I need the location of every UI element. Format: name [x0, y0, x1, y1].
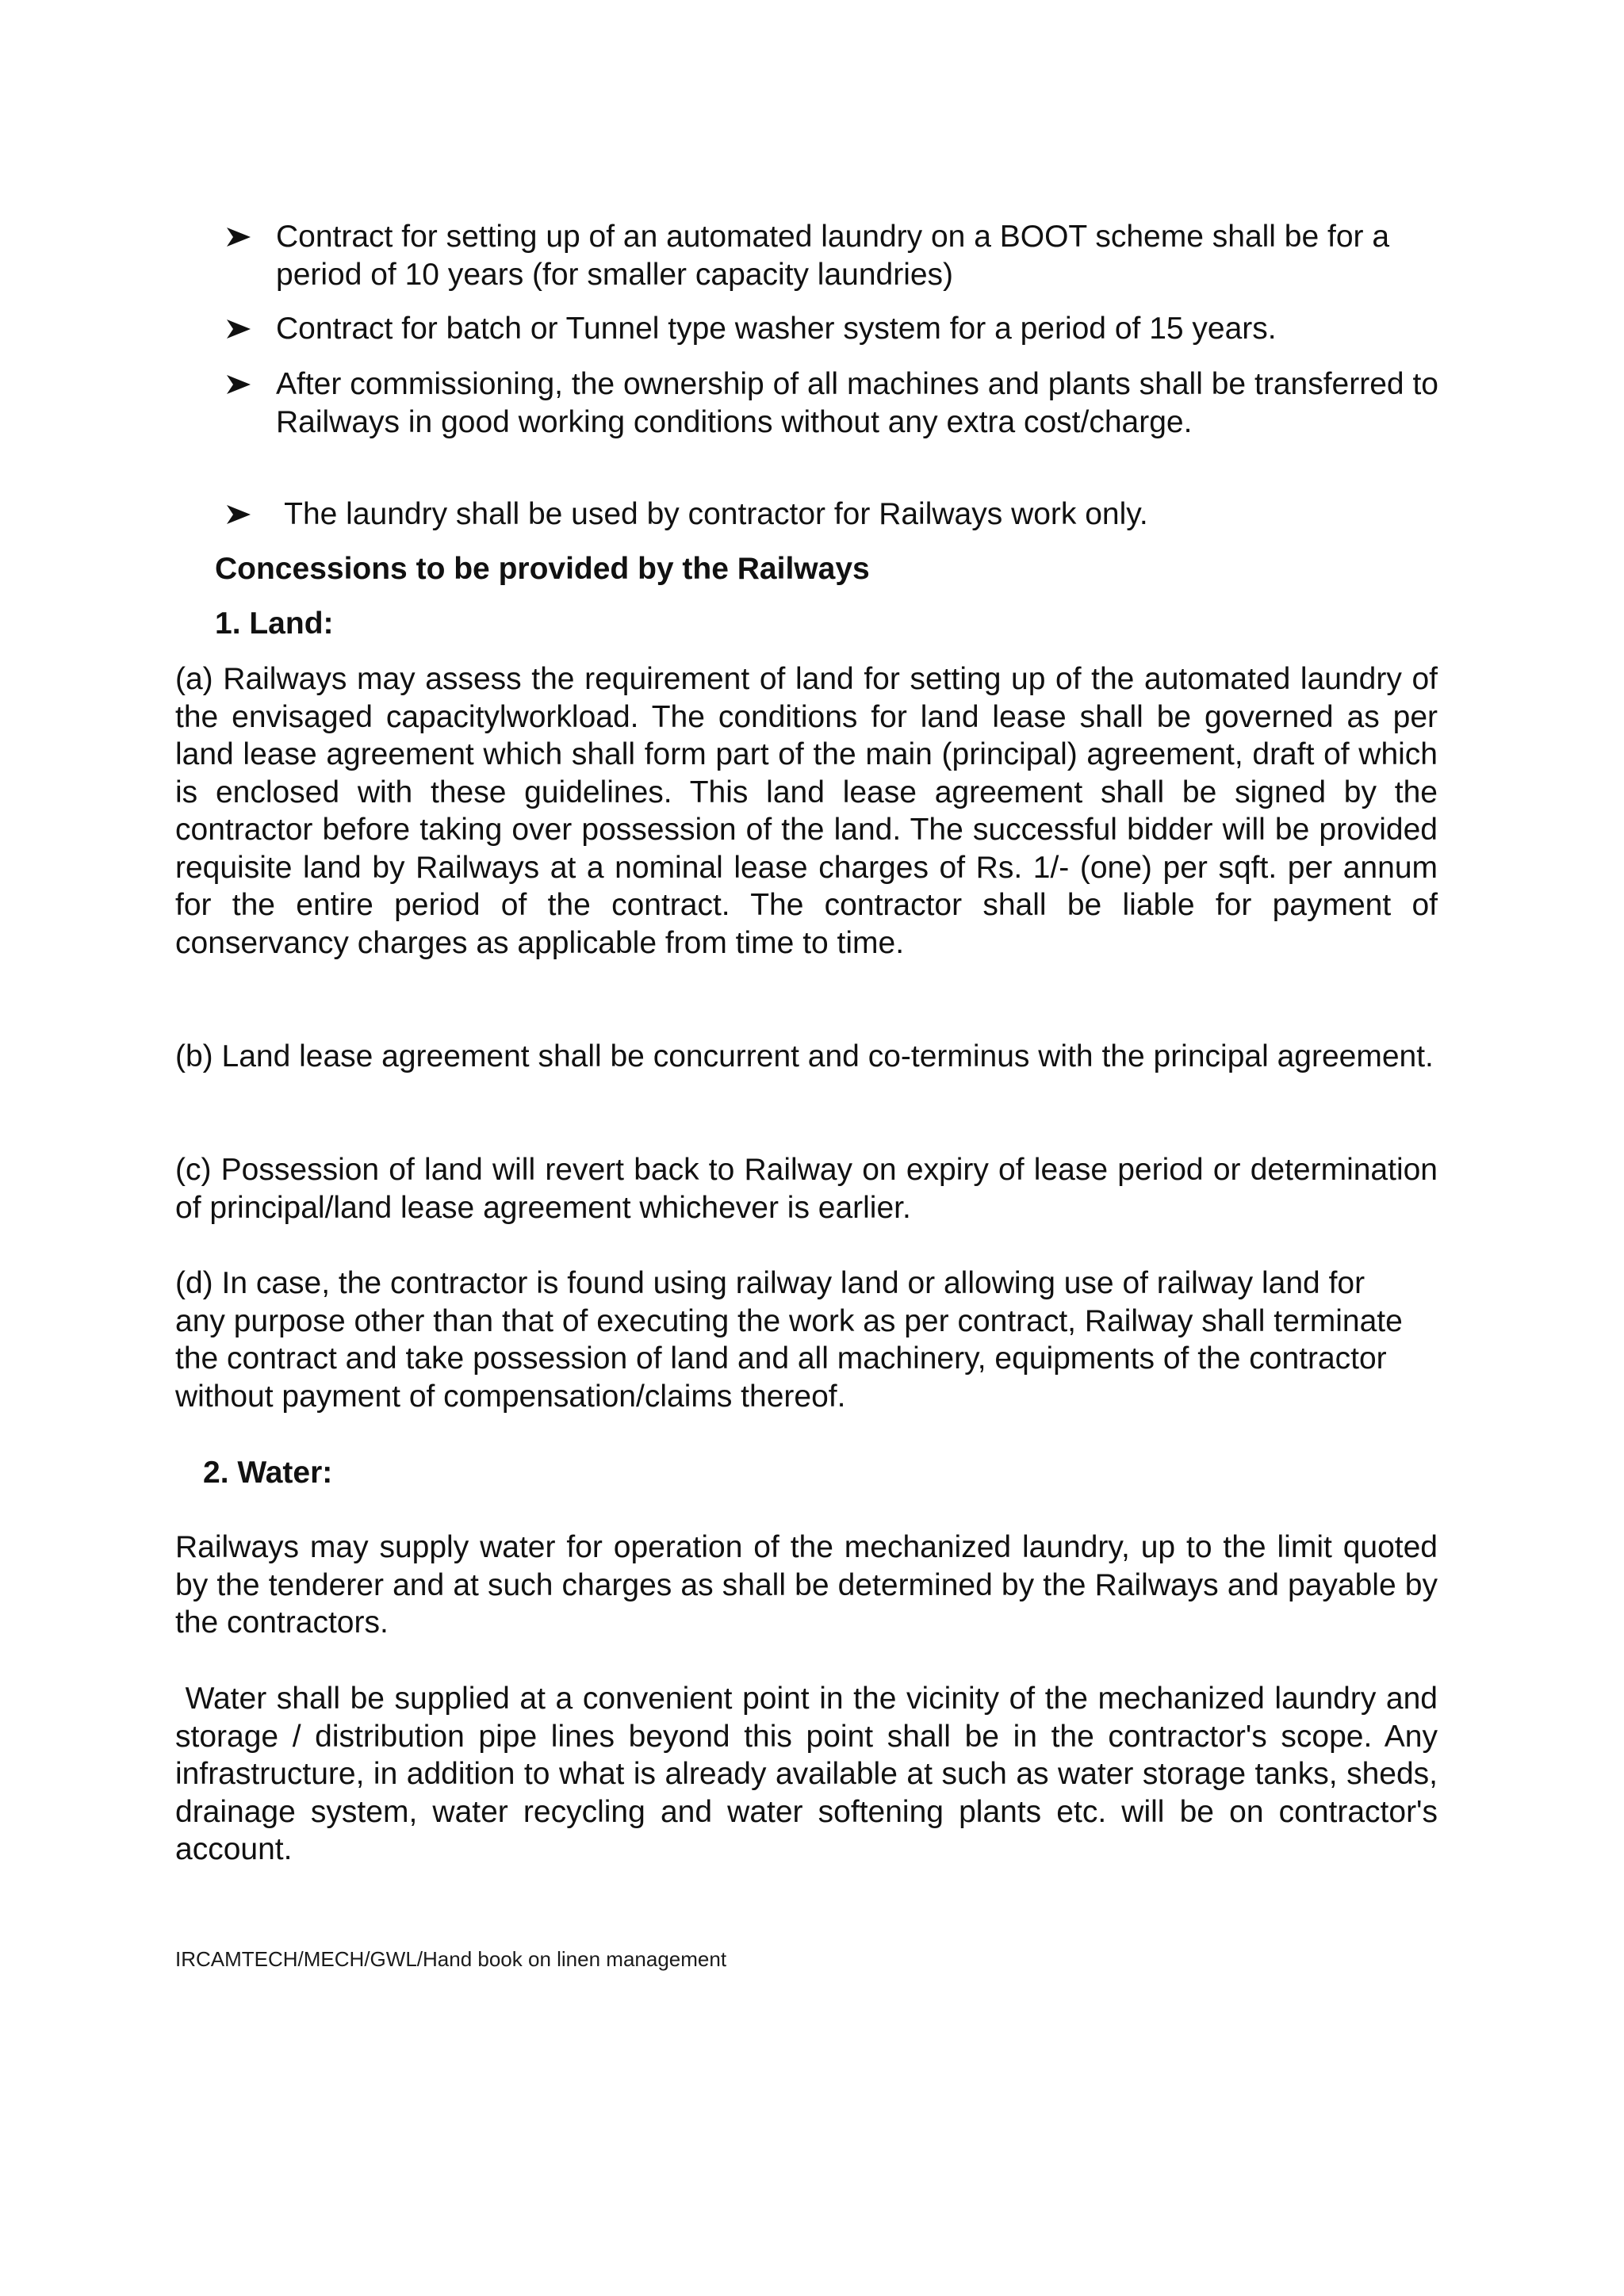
page-footer: IRCAMTECH/MECH/GWL/Hand book on linen management [175, 1947, 727, 1971]
concessions-heading: Concessions to be provided by the Railways [215, 552, 870, 586]
land-paragraph-c: (c) Possession of land will revert back to Railway on expiry of lease period or determination of principal/land lease agreement whichever is earlier. [175, 1153, 1438, 1225]
arrow-bullet-icon [225, 503, 252, 526]
arrow-bullet-icon [225, 318, 252, 340]
water-paragraph-2: Water shall be supplied at a convenient point in the vicinity of the mechanized laundry and storage / distribution pipe lines beyond this point shall be in the contractor's scope. Any infrastructure, in addition to what is already available at such as water storage tanks, sheds, drainage system, water recycling and water softening plants etc. will be on contractor's account. [175, 1682, 1446, 1866]
bullet-text: After commissioning, the ownership of all machines and plants shall be transferred to Railways in good working conditions without any extra cost/charge. [276, 367, 1438, 439]
bullet-text: Contract for setting up of an automated laundry on a BOOT scheme shall be for a period of 10 years (for smaller capacity laundries) [276, 220, 1390, 292]
land-heading: 1. Land: [215, 607, 334, 641]
water-paragraph-1: Railways may supply water for operation of the mechanized laundry, up to the limit quoted by the tenderer and at such charges as shall be determined by the Railways and payable by the contractors. [175, 1530, 1438, 1640]
land-paragraph-d: (d) In case, the contractor is found using railway land or allowing use of railway land for any purpose other than that of executing the work as per contract, Railway shall terminate the contract and take possession of land and all machinery, equipments of the contractor without payment of compensation/claims thereof. [175, 1266, 1403, 1414]
arrow-bullet-icon [225, 373, 252, 396]
land-paragraph-b: (b) Land lease agreement shall be concurrent and co-terminus with the principal agreement. [175, 1039, 1434, 1073]
land-paragraph-a: (a) Railways may assess the requirement of land for setting up of the automated laundry of the envisaged capacitylworkload. The conditions for land lease shall be governed as per land lease agreement which shall form part of the main (principal) agreement, draft of which is enclosed with these guidelines. This land lease agreement shall be signed by the contractor before taking over possession of the land. The successful bidder will be provided requisite land by Railways at a nominal lease charges of Rs. 1/- (one) per sqft. per annum for the entire period of the contract. The contractor shall be liable for payment of conservancy charges as applicable from time to time. [175, 662, 1438, 960]
bullet-text: Contract for batch or Tunnel type washer system for a period of 15 years. [276, 312, 1277, 346]
arrow-bullet-icon [225, 226, 252, 248]
bullet-text: The laundry shall be used by contractor for Railways work only. [276, 497, 1148, 531]
water-heading: 2. Water: [203, 1456, 333, 1490]
